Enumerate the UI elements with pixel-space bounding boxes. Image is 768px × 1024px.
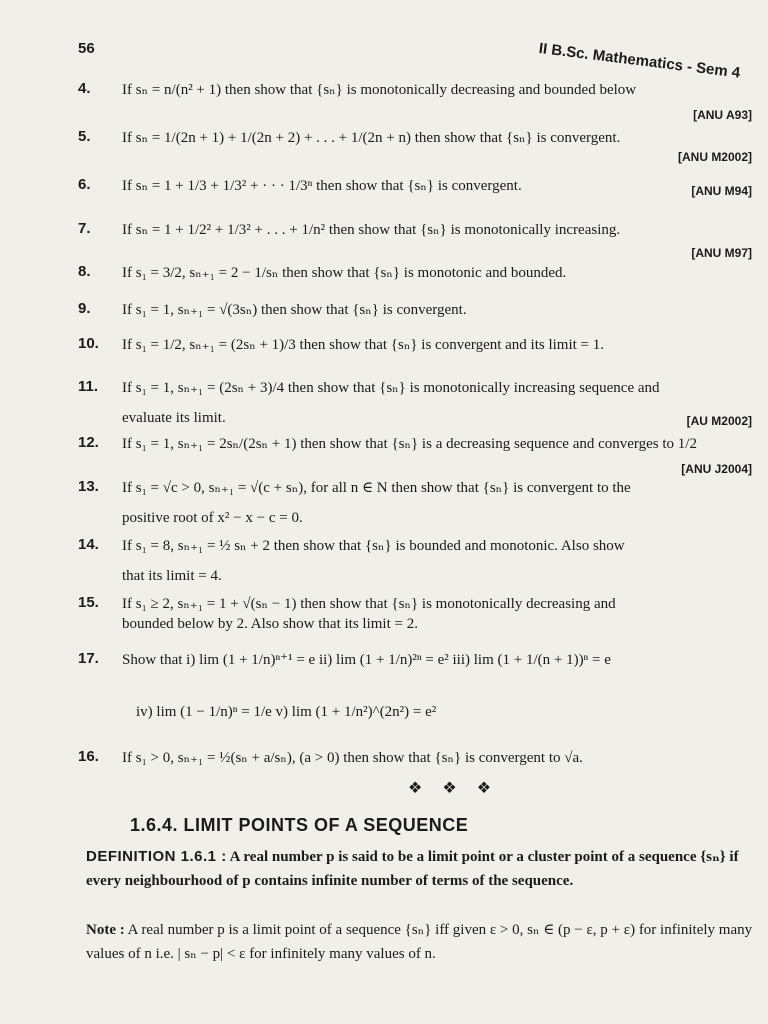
problem-text: If sₙ = 1 + 1/3 + 1/3² + · · · 1/3ⁿ then show that {sₙ} is convergent. <box>122 178 522 194</box>
problem-text-continued: evaluate its limit. <box>122 410 226 426</box>
problem-number: 15. <box>78 594 99 611</box>
problem-text: If s₁ = 1/2, sₙ₊₁ = (2sₙ + 1)/3 then show that {sₙ} is convergent and its limit = 1. <box>122 337 605 353</box>
problem-number: 6. <box>78 176 91 193</box>
problem-text: If s₁ ≥ 2, sₙ₊₁ = 1 + √(sₙ − 1) then show that {sₙ} is monotonically decreasing and <box>122 596 616 612</box>
problem-text-continued: that its limit = 4. <box>122 568 222 584</box>
note-text: A real number p is a limit point of a sequence {sₙ} iff given ε > 0, sₙ ∈ (p − ε, p + ε) for infinitely many values of n i.e. | sₙ − p| < ε for infinitely many values of n. <box>86 922 753 962</box>
page-number: 56 <box>78 40 95 57</box>
problem-number: 11. <box>78 378 99 395</box>
problem-number: 12. <box>78 434 99 451</box>
problem-text: If s₁ > 0, sₙ₊₁ = ½(sₙ + a/sₙ), (a > 0) then show that {sₙ} is convergent to √a. <box>122 750 583 766</box>
problem-number: 13. <box>78 478 99 495</box>
exam-reference: [ANU M94] <box>691 184 752 198</box>
problem-number: 17. <box>78 650 99 667</box>
exam-reference: [ANU M97] <box>691 246 752 260</box>
exam-reference: [ANU M2002] <box>677 150 752 164</box>
problem-text: If s₁ = 1, sₙ₊₁ = (2sₙ + 3)/4 then show that {sₙ} is monotonically increasing sequence and <box>122 380 660 396</box>
section-divider-ornament: ❖ ❖ ❖ <box>408 780 500 797</box>
problem-text: If sₙ = 1 + 1/2² + 1/3² + . . . + 1/n² then show that {sₙ} is monotonically increasing. <box>122 222 621 238</box>
definition-label: DEFINITION 1.6.1 : <box>86 848 227 865</box>
problem-text-continued: bounded below by 2. Also show that its limit = 2. <box>122 616 418 632</box>
problem-text: If s₁ = √c > 0, sₙ₊₁ = √(c + sₙ), for all n ∈ N then show that {sₙ} is convergent to the <box>122 480 631 496</box>
exam-reference: [ANU J2004] <box>681 462 752 476</box>
problem-number: 7. <box>78 220 91 237</box>
problem-text: If sₙ = 1/(2n + 1) + 1/(2n + 2) + . . . + 1/(2n + n) then show that {sₙ} is convergent. <box>122 130 621 146</box>
problem-number: 5. <box>78 128 91 145</box>
problem-text: If s₁ = 1, sₙ₊₁ = √(3sₙ) then show that {sₙ} is convergent. <box>122 302 467 318</box>
problem-text: Show that i) lim (1 + 1/n)ⁿ⁺¹ = e ii) lim (1 + 1/n)²ⁿ = e² iii) lim (1 + 1/(n + 1))ⁿ = e <box>122 652 611 668</box>
problem-number: 8. <box>78 263 91 280</box>
problem-text: If sₙ = n/(n² + 1) then show that {sₙ} is monotonically decreasing and bounded below <box>122 82 637 98</box>
exam-reference: [ANU A93] <box>693 108 752 122</box>
running-head: II B.Sc. Mathematics - Sem 4 <box>537 40 742 82</box>
problem-number: 14. <box>78 536 99 553</box>
note-block <box>86 918 762 966</box>
note-label: Note : <box>86 922 125 938</box>
section-title: 1.6.4. LIMIT POINTS OF A SEQUENCE <box>130 815 469 835</box>
problem-number: 4. <box>78 80 91 97</box>
problem-text-continued: iv) lim (1 − 1/n)ⁿ = 1/e v) lim (1 + 1/n²)^(2n²) = e² <box>136 704 437 720</box>
problem-text: If s₁ = 1, sₙ₊₁ = 2sₙ/(2sₙ + 1) then show that {sₙ} is a decreasing sequence and converges to 1/2 <box>122 436 697 452</box>
problem-text: If s₁ = 3/2, sₙ₊₁ = 2 − 1/sₙ then show that {sₙ} is monotonic and bounded. <box>122 265 567 281</box>
problem-text-continued: positive root of x² − x − c = 0. <box>122 510 303 526</box>
problem-number: 10. <box>78 335 99 352</box>
exam-reference: [AU M2002] <box>686 414 752 428</box>
problem-text: If s₁ = 8, sₙ₊₁ = ½ sₙ + 2 then show that {sₙ} is bounded and monotonic. Also show <box>122 538 625 554</box>
problem-number: 16. <box>78 748 99 765</box>
definition-text: A real number p is said to be a limit point or a cluster point of a sequence {sₙ} if every neighbourhood of p contains infinite number of terms of the sequence. <box>86 849 739 889</box>
definition-block <box>86 845 762 893</box>
problem-number: 9. <box>78 300 91 317</box>
